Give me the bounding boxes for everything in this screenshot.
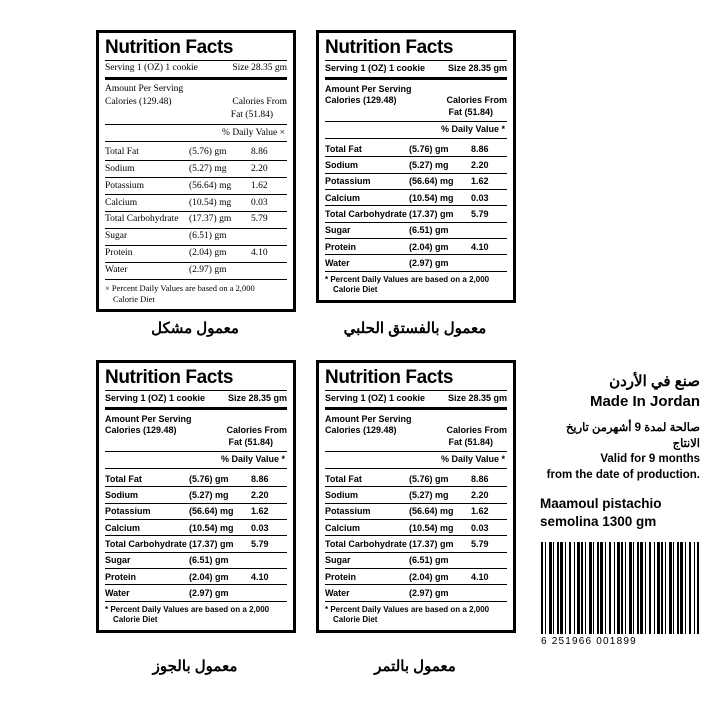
- calories-row: [325, 425, 507, 437]
- nutrient-amount: (10.54) mg: [189, 197, 232, 208]
- table-row: [325, 585, 507, 601]
- barcode-image: [541, 542, 699, 634]
- nutrient-dv: 1.62: [251, 506, 269, 517]
- nutrient-name: Total Fat: [325, 473, 362, 484]
- footnote: [105, 602, 287, 626]
- table-row: [325, 569, 507, 585]
- nutrient-amount: (2.04) gm: [409, 241, 449, 252]
- nutrient-name: Sugar: [105, 555, 131, 566]
- nutrient-amount: (56.64) mg: [189, 506, 234, 517]
- nutrient-amount: (6.51) gm: [189, 231, 227, 242]
- nutrient-dv: 5.79: [471, 208, 489, 219]
- nutrient-name: Total Carbohydrate: [105, 214, 179, 225]
- nutrition-facts-title: Nutrition Facts: [105, 367, 234, 388]
- calories-from-fat-value: Fat (51.84): [230, 109, 273, 120]
- table-row: [325, 504, 507, 520]
- nutrient-dv: 2.20: [471, 489, 489, 500]
- table-row: [325, 255, 507, 271]
- table-row: [325, 471, 507, 487]
- calories-label: Calories (129.48): [325, 424, 397, 435]
- nutrient-dv: [251, 265, 287, 276]
- serving-row: [325, 393, 507, 405]
- nutrient-name: Total Fat: [105, 146, 139, 157]
- nutrient-amount: (2.97) gm: [189, 265, 227, 276]
- nutrient-amount: (2.97) gm: [409, 587, 449, 598]
- nutrient-dv: 8.86: [251, 473, 269, 484]
- table-row: [105, 569, 287, 585]
- nutrient-dv: 5.79: [251, 214, 268, 225]
- nutrient-amount: (10.54) mg: [409, 192, 454, 203]
- table-row: [105, 471, 287, 487]
- caption-pistachio: معمول بالفستق الحلبي: [343, 320, 487, 337]
- table-row: [105, 144, 287, 161]
- nutrient-dv: 4.10: [251, 248, 268, 259]
- calories-from-fat-value: Fat (51.84): [448, 106, 493, 117]
- calories-label: Calories (129.48): [105, 424, 177, 435]
- nutrition-panel-pistachio: [316, 30, 516, 303]
- nutrient-dv: 1.62: [471, 176, 489, 187]
- nutrient-name: Water: [105, 587, 130, 598]
- nutrient-name: Sugar: [325, 225, 351, 236]
- nutrient-amount: (2.97) gm: [189, 587, 229, 598]
- table-row: [105, 585, 287, 601]
- nutrient-amount: (56.64) mg: [409, 506, 454, 517]
- nutrient-name: Sodium: [105, 163, 135, 174]
- table-row: [105, 504, 287, 520]
- calories-from-label: Calories From: [232, 97, 287, 108]
- table-row: [105, 161, 287, 178]
- table-row: [105, 178, 287, 195]
- footnote: [325, 602, 507, 626]
- table-row: [105, 195, 287, 212]
- nutrient-name: Total Carbohydrate: [325, 208, 407, 219]
- nutrient-name: Calcium: [105, 197, 138, 208]
- nutrient-amount: (5.27) mg: [409, 159, 449, 170]
- table-row: [325, 520, 507, 536]
- nutrient-dv: [251, 588, 287, 598]
- nutrient-amount: (5.76) gm: [189, 473, 229, 484]
- nutrient-amount: (6.51) gm: [409, 555, 449, 566]
- footnote: [105, 280, 287, 305]
- serving-size: Size 28.35 gm: [227, 392, 287, 403]
- serving-size: Size 28.35 gm: [447, 392, 507, 403]
- nutrient-dv: 1.62: [471, 506, 489, 517]
- calories-row: [105, 425, 287, 437]
- nutrient-dv: 8.86: [251, 146, 268, 157]
- origin-english: Made In Jordan: [589, 392, 700, 410]
- product-info-column: [540, 372, 700, 530]
- shelf-life-arabic: صالحة لمدة 9 أشهرمن تاريخ الانتاج: [565, 422, 700, 450]
- nutrient-name: Protein: [105, 248, 133, 259]
- nutrient-amount: (5.76) gm: [189, 146, 227, 157]
- calories-from-label: Calories From: [226, 424, 287, 435]
- nutrient-dv: 2.20: [251, 489, 269, 500]
- caption-date: معمول بالتمر: [374, 658, 456, 675]
- nutrient-amount: (17.37) gm: [409, 538, 454, 549]
- footnote-line-1: * Percent Daily Values are based on a 2,000: [325, 274, 490, 284]
- nutrient-name: Sodium: [105, 489, 138, 500]
- nutrient-name: Water: [105, 265, 128, 276]
- amount-per-serving-label: Amount Per Serving: [105, 84, 184, 95]
- nutrition-panel-date: [316, 360, 516, 633]
- origin-block: [540, 372, 700, 411]
- daily-value-header: % Daily Value ×: [222, 127, 285, 138]
- nutrient-dv: 4.10: [251, 571, 269, 582]
- nutrient-name: Protein: [105, 571, 137, 582]
- nutrient-name: Sugar: [105, 231, 128, 242]
- daily-value-header: % Daily Value *: [440, 454, 505, 465]
- calories-from-fat-value: Fat (51.84): [448, 436, 493, 447]
- nutrient-dv: 8.86: [471, 473, 489, 484]
- nutrient-dv: 4.10: [471, 571, 489, 582]
- nutrient-dv: [251, 231, 287, 242]
- nutrient-dv: 0.03: [471, 192, 489, 203]
- calories-row: [105, 96, 287, 108]
- nutrient-name: Water: [325, 257, 350, 268]
- nutrient-amount: (2.04) gm: [189, 248, 227, 259]
- table-row: [105, 487, 287, 503]
- caption-mixed: معمول مشكل: [151, 320, 239, 337]
- footnote-line-2: Calorie Diet: [113, 615, 158, 625]
- nutrient-amount: (2.04) gm: [409, 571, 449, 582]
- nutrient-name: Sodium: [325, 489, 358, 500]
- nutrient-amount: (2.04) gm: [189, 571, 229, 582]
- nutrient-amount: (56.64) mg: [189, 180, 232, 191]
- nutrient-name: Calcium: [325, 522, 361, 533]
- nutrient-amount: (17.37) gm: [189, 214, 232, 225]
- calories-label: Calories (129.48): [325, 94, 397, 105]
- nutrient-name: Calcium: [325, 192, 361, 203]
- barcode-number: 6 251966 001899: [541, 636, 637, 647]
- table-row: [105, 229, 287, 246]
- footnote-line-2: Calorie Diet: [113, 293, 155, 304]
- nutrient-amount: (5.27) mg: [409, 489, 449, 500]
- nutrient-dv: 2.20: [471, 159, 489, 170]
- nutrient-amount: (6.51) gm: [189, 555, 229, 566]
- calories-from-label: Calories From: [446, 424, 507, 435]
- nutrient-name: Total Carbohydrate: [105, 538, 187, 549]
- product-name: [540, 495, 700, 530]
- caption-walnut: معمول بالجوز: [152, 658, 238, 675]
- serving-label: Serving 1 (OZ) 1 cookie: [325, 62, 426, 73]
- serving-size: Size 28.35 gm: [232, 62, 287, 73]
- table-row: [105, 520, 287, 536]
- nutrition-panel-mixed: [96, 30, 296, 312]
- nutrient-name: Water: [325, 587, 350, 598]
- nutrient-name: Potassium: [105, 180, 145, 191]
- nutrient-name: Calcium: [105, 522, 141, 533]
- nutrition-facts-title: Nutrition Facts: [325, 37, 454, 58]
- nutrient-dv: [251, 555, 287, 565]
- table-row: [325, 487, 507, 503]
- table-row: [105, 212, 287, 229]
- nutrient-dv: 1.62: [251, 180, 268, 191]
- nutrient-amount: (10.54) mg: [189, 522, 234, 533]
- nutrient-amount: (6.51) gm: [409, 225, 449, 236]
- nutrition-panel-walnut: [96, 360, 296, 633]
- nutrient-dv: 4.10: [471, 241, 489, 252]
- nutrient-name: Total Carbohydrate: [325, 538, 407, 549]
- table-row: [105, 536, 287, 552]
- nutrient-amount: (2.97) gm: [409, 257, 449, 268]
- nutrient-amount: (5.27) mg: [189, 163, 227, 174]
- table-row: [105, 246, 287, 263]
- serving-label: Serving 1 (OZ) 1 cookie: [325, 392, 426, 403]
- table-row: [105, 263, 287, 280]
- nutrient-name: Sugar: [325, 555, 351, 566]
- table-row: [325, 157, 507, 173]
- nutrition-facts-title: Nutrition Facts: [105, 37, 234, 58]
- nutrient-dv: 2.20: [251, 163, 268, 174]
- footnote-line-1: * Percent Daily Values are based on a 2,000: [105, 604, 270, 614]
- nutrient-name: Protein: [325, 241, 357, 252]
- nutrient-name: Potassium: [105, 506, 151, 517]
- table-row: [325, 174, 507, 190]
- shelf-life-english-line-2: from the date of production.: [546, 468, 700, 481]
- calories-from-fat-value: Fat (51.84): [228, 436, 273, 447]
- nutrient-amount: (5.27) mg: [189, 489, 229, 500]
- nutrient-dv: 8.86: [471, 143, 489, 154]
- serving-label: Serving 1 (OZ) 1 cookie: [105, 62, 198, 73]
- nutrient-dv: 5.79: [471, 538, 489, 549]
- nutrient-dv: [471, 225, 507, 235]
- daily-value-header: % Daily Value *: [220, 454, 285, 465]
- nutrient-dv: 0.03: [251, 522, 269, 533]
- calories-row: [325, 95, 507, 107]
- serving-row: [325, 63, 507, 75]
- table-row: [325, 190, 507, 206]
- amount-per-serving-label: Amount Per Serving: [325, 83, 412, 94]
- table-row: [325, 536, 507, 552]
- calories-from-label: Calories From: [446, 94, 507, 105]
- nutrient-amount: (17.37) gm: [409, 208, 454, 219]
- barcode-block: [541, 542, 699, 647]
- nutrient-name: Sodium: [325, 159, 358, 170]
- nutrition-facts-title: Nutrition Facts: [325, 367, 454, 388]
- nutrient-dv: [471, 555, 507, 565]
- amount-per-serving-label: Amount Per Serving: [325, 413, 412, 424]
- table-row: [325, 553, 507, 569]
- product-name-line-1: Maamoul pistachio: [540, 496, 662, 512]
- footnote-line-1: × Percent Daily Values are based on a 2,000: [105, 282, 255, 293]
- table-row: [105, 553, 287, 569]
- table-row: [325, 239, 507, 255]
- serving-row: [105, 393, 287, 405]
- nutrient-dv: 5.79: [251, 538, 269, 549]
- shelf-life-block: [540, 421, 700, 483]
- daily-value-header: % Daily Value *: [440, 124, 505, 135]
- nutrient-dv: 0.03: [471, 522, 489, 533]
- product-name-line-2: semolina 1300 gm: [540, 513, 657, 529]
- serving-row: [105, 63, 287, 75]
- nutrient-name: Potassium: [325, 176, 371, 187]
- shelf-life-english-line-1: Valid for 9 months: [600, 453, 700, 466]
- nutrient-dv: [471, 258, 507, 268]
- calories-label: Calories (129.48): [105, 97, 172, 108]
- origin-arabic: صنع في الأردن: [609, 373, 700, 390]
- footnote-line-2: Calorie Diet: [333, 615, 378, 625]
- nutrient-amount: (5.76) gm: [409, 143, 449, 154]
- nutrient-name: Total Fat: [325, 143, 362, 154]
- amount-per-serving-label: Amount Per Serving: [105, 413, 192, 424]
- nutrient-amount: (10.54) mg: [409, 522, 454, 533]
- nutrient-name: Potassium: [325, 506, 371, 517]
- table-row: [325, 141, 507, 157]
- footnote-line-1: * Percent Daily Values are based on a 2,000: [325, 604, 490, 614]
- nutrient-dv: 0.03: [251, 197, 268, 208]
- nutrient-amount: (5.76) gm: [409, 473, 449, 484]
- serving-size: Size 28.35 gm: [447, 62, 507, 73]
- nutrient-dv: [471, 588, 507, 598]
- nutrient-amount: (17.37) gm: [189, 538, 234, 549]
- footnote: [325, 272, 507, 296]
- serving-label: Serving 1 (OZ) 1 cookie: [105, 392, 206, 403]
- nutrient-amount: (56.64) mg: [409, 176, 454, 187]
- table-row: [325, 223, 507, 239]
- footnote-line-2: Calorie Diet: [333, 285, 378, 295]
- nutrient-name: Total Fat: [105, 473, 142, 484]
- nutrient-name: Protein: [325, 571, 357, 582]
- table-row: [325, 206, 507, 222]
